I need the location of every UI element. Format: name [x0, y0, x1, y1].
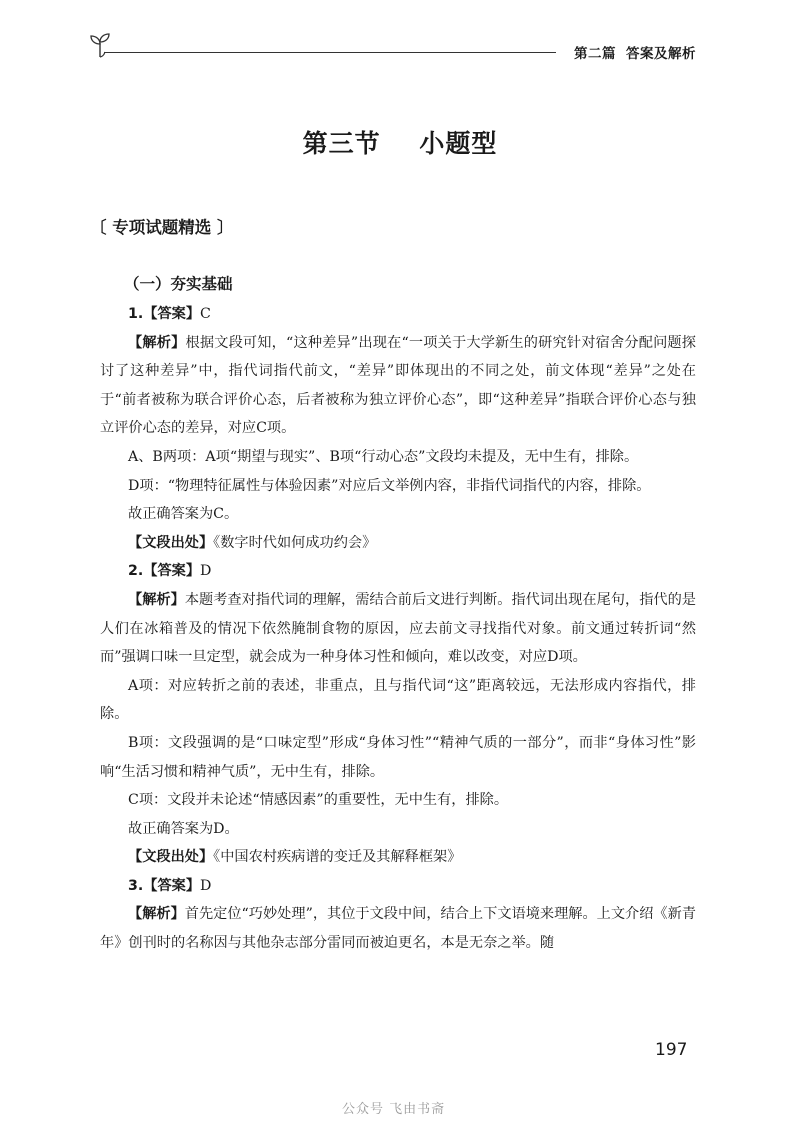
option-analysis: [100, 472, 696, 501]
block-text: 首先定位“巧妙处理”，其位于文段中间，结合上下文语境来理解。上文介绍《新青年》创刊时的名称因与其他杂志部分雷同而被迫更名，本是无奈之举。随: [100, 906, 696, 952]
block-text: 本题考查对指代词的理解，需结合前后文进行判断。指代词出现在尾句，指代的是人们在冰箱普及的情况下依然腌制食物的原因，应去前文寻找指代对象。前文通过转折词“然而”强调口味一旦定型，就会成为一种身体习性和倾向，难以改变，对应D项。: [100, 591, 696, 666]
block-text: A项：对应转折之前的表述，非重点，且与指代词“这”距离较远，无法形成内容指代，排除。: [100, 677, 696, 723]
option-analysis: [100, 443, 696, 472]
block-text: 故正确答案为C。: [128, 506, 239, 523]
answer-line: [100, 300, 696, 329]
sprout-icon: [88, 32, 112, 58]
watermark: 公众号 飞由书斋: [342, 1102, 446, 1117]
answer-line: [100, 872, 696, 901]
subsection-title: （一）夯实基础: [124, 275, 233, 293]
block-label: 【解析】: [128, 591, 185, 608]
option-analysis: [100, 672, 696, 729]
running-header: [564, 42, 696, 62]
page-number: 197: [655, 1040, 688, 1060]
block-text: C: [200, 306, 211, 322]
option-analysis: [100, 786, 696, 815]
block-label: 2.【答案】: [128, 563, 201, 580]
block-text: 《数字时代如何成功约会》: [213, 534, 377, 551]
answer-line: [100, 557, 696, 586]
block-text: 《中国农村疾病谱的变迁及其解释框架》: [213, 849, 462, 866]
block-text: 故正确答案为D。: [128, 820, 239, 837]
conclusion-line: [100, 815, 696, 844]
block-text: D项：“物理特征属性与体验因素”对应后文举例内容，非指代词指代的内容，排除。: [128, 477, 651, 494]
page-title: 第三节 小题型: [302, 129, 498, 158]
block-text: B项：文段强调的是“口味定型”形成“身体习性”“精神气质的一部分”，而非“身体习性”影响“生活习惯和精神气质”，无中生有，排除。: [100, 734, 696, 780]
block-text: D: [200, 877, 212, 894]
block-text: 根据文段可知，“这种差异”出现在“一项关于大学新生的研究针对宿舍分配问题探讨了这种差异”中，指代词指代前文，“差异”即体现出的不同之处，前文体现“差异”之处在于“前者被称为联合评价心态，后者被称为独立评价心态”，即“这种差异”指联合评价心态与独立评价心态的差异，对应C项。: [100, 334, 696, 437]
block-label: 【解析】: [128, 334, 186, 351]
block-label: 1.【答案】: [128, 306, 201, 322]
explanation-paragraph: [100, 900, 696, 957]
section-label: 〔 专项试题精选 〕: [90, 218, 234, 237]
block-label: 【文段出处】: [128, 849, 214, 866]
block-label: 3.【答案】: [128, 877, 201, 894]
source-line: [100, 843, 696, 872]
block-text: D: [200, 563, 212, 580]
header-part: 第二篇: [574, 46, 616, 62]
conclusion-line: [100, 500, 696, 529]
block-label: 【文段出处】: [128, 534, 214, 551]
header-rule: [104, 52, 556, 53]
option-analysis: [100, 729, 696, 786]
answer-explanations: [100, 300, 696, 958]
explanation-paragraph: [100, 329, 696, 443]
block-text: A、B两项：A项“期望与现实”、B项“行动心态”文段均未提及，无中生有，排除。: [128, 448, 639, 465]
block-label: 【解析】: [128, 906, 185, 923]
block-text: C项：文段并未论述“情感因素”的重要性，无中生有，排除。: [128, 792, 509, 809]
header-section: 答案及解析: [626, 46, 696, 62]
source-line: [100, 529, 696, 558]
explanation-paragraph: [100, 586, 696, 672]
